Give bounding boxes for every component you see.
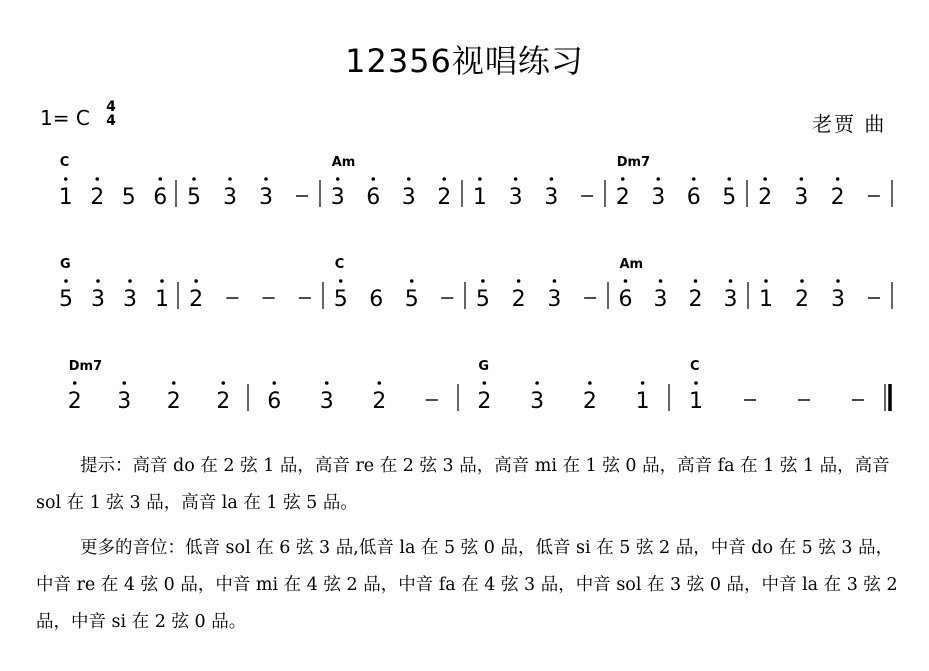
octave-dot xyxy=(727,177,731,181)
octave-dot xyxy=(371,177,375,181)
octave-dot xyxy=(836,279,840,283)
chord-symbol: G xyxy=(478,359,490,374)
octave-dot xyxy=(694,381,698,385)
note-digit: 1 xyxy=(58,185,73,210)
chord-symbol: C xyxy=(59,155,70,170)
octave-dot xyxy=(194,279,198,283)
octave-dot xyxy=(514,177,518,181)
octave-dot xyxy=(517,279,521,283)
note-digit: 1 xyxy=(759,287,773,312)
octave-dot xyxy=(836,177,840,181)
note-digit: 3 xyxy=(91,287,105,312)
tip-paragraph-2: 更多的音位：低音 sol 在 6 弦 3 品,低音 la 在 5 弦 0 品，低音 si 在 5 弦 2 品，中音 do 在 5 弦 3 品，中音 re 在 4 弦 0 品，中音 mi 在 4 弦 2 品，中音 fa 在 4 弦 3 品，中音 sol 在 3 弦 0 品，中音 la 在 3 弦 2 品，中音 si 在 2 弦 0 品。 xyxy=(36,538,898,632)
octave-dot xyxy=(172,381,176,385)
note-digit: 3 xyxy=(530,389,545,414)
chord-symbol: Am xyxy=(331,155,356,170)
note-digit: 3 xyxy=(123,287,137,312)
octave-dot xyxy=(694,279,698,283)
time-signature-bottom: 4 xyxy=(106,113,116,129)
note-digit: 2 xyxy=(511,287,526,312)
octave-dot xyxy=(550,177,554,181)
note-digit: 2 xyxy=(758,185,773,210)
note-digit: 5 xyxy=(475,287,490,312)
octave-dot xyxy=(763,177,767,181)
note-digit: 3 xyxy=(547,287,562,312)
octave-dot xyxy=(764,279,768,283)
note-digit: 2 xyxy=(477,389,492,414)
note-digit: 6 xyxy=(369,287,384,312)
note-digit: 3 xyxy=(544,185,559,210)
note-digit: 3 xyxy=(319,389,334,414)
octave-dot xyxy=(221,381,225,385)
note-digit: 1 xyxy=(155,287,169,312)
note-digit: 2 xyxy=(90,185,105,210)
octave-dot xyxy=(483,381,487,385)
octave-dot xyxy=(64,279,68,283)
note-digit: 3 xyxy=(401,185,416,210)
chord-symbol: C xyxy=(690,359,700,374)
octave-dot xyxy=(64,177,68,181)
note-digit: 3 xyxy=(330,185,345,210)
octave-dot xyxy=(336,177,340,181)
note-digit: 2 xyxy=(67,389,82,414)
note-digit: 2 xyxy=(582,389,597,414)
octave-dot xyxy=(641,381,645,385)
note-digit: 3 xyxy=(651,185,666,210)
note-digit: 2 xyxy=(372,389,387,414)
octave-dot xyxy=(621,177,625,181)
octave-dot xyxy=(800,279,804,283)
note-digit: 2 xyxy=(437,185,452,210)
note-digit: 3 xyxy=(508,185,523,210)
note-digit: 3 xyxy=(653,287,668,312)
chord-symbol: C xyxy=(334,257,345,272)
note-digit: 6 xyxy=(686,185,701,210)
note-digit: 3 xyxy=(794,185,809,210)
note-digit: 2 xyxy=(615,185,630,210)
note-digit: 2 xyxy=(795,287,809,312)
note-digit: 6 xyxy=(618,287,633,312)
octave-dot xyxy=(264,177,268,181)
note-digit: 6 xyxy=(153,185,168,210)
octave-dot xyxy=(192,177,196,181)
note-digit: 5 xyxy=(333,287,348,312)
note-digit: 2 xyxy=(166,389,181,414)
note-digit: 3 xyxy=(831,287,845,312)
octave-dot xyxy=(122,381,126,385)
note-digit: 6 xyxy=(366,185,381,210)
note-digit: 1 xyxy=(635,389,650,414)
note-digit: 2 xyxy=(830,185,845,210)
tips-section xyxy=(36,448,906,649)
chord-symbol: Dm7 xyxy=(68,359,103,374)
note-digit: 3 xyxy=(723,287,738,312)
note-digit: 2 xyxy=(688,287,703,312)
time-signature-top: 4 xyxy=(106,99,116,115)
note-digit: 2 xyxy=(216,389,231,414)
octave-dot xyxy=(535,381,539,385)
octave-dot xyxy=(325,381,329,385)
octave-dot xyxy=(377,381,381,385)
octave-dot xyxy=(481,279,485,283)
octave-dot xyxy=(228,177,232,181)
octave-dot xyxy=(659,279,663,283)
octave-dot xyxy=(478,177,482,181)
octave-dot xyxy=(96,279,100,283)
note-digit: 3 xyxy=(117,389,132,414)
note-digit: 5 xyxy=(121,185,136,210)
note-digit: 6 xyxy=(267,389,282,414)
octave-dot xyxy=(800,177,804,181)
octave-dot xyxy=(656,177,660,181)
octave-dot xyxy=(588,381,592,385)
octave-dot xyxy=(407,177,411,181)
note-digit: 1 xyxy=(689,389,703,414)
octave-dot xyxy=(158,177,162,181)
chord-symbol: G xyxy=(60,257,71,272)
octave-dot xyxy=(692,177,696,181)
note-digit: 2 xyxy=(189,287,204,312)
octave-dot xyxy=(95,177,99,181)
octave-dot xyxy=(624,279,628,283)
tip-paragraph-1: 提示：高音 do 在 2 弦 1 品，高音 re 在 2 弦 3 品，高音 mi 在 1 弦 0 品，高音 fa 在 1 弦 1 品，高音 sol 在 1 弦 3 品，高音 la 在 1 弦 5 品。 xyxy=(36,456,890,513)
chord-symbol: Dm7 xyxy=(616,155,651,170)
song-title: 12356视唱练习 xyxy=(345,42,584,80)
note-digit: 5 xyxy=(404,287,419,312)
octave-dot xyxy=(128,279,132,283)
note-digit: 1 xyxy=(472,185,487,210)
note-digit: 3 xyxy=(259,185,273,210)
octave-dot xyxy=(442,177,446,181)
octave-dot xyxy=(553,279,557,283)
octave-dot xyxy=(73,381,77,385)
octave-dot xyxy=(160,279,164,283)
note-digit: 5 xyxy=(187,185,201,210)
note-digit: 5 xyxy=(59,287,73,312)
note-digit: 3 xyxy=(223,185,237,210)
octave-dot xyxy=(410,279,414,283)
octave-dot xyxy=(729,279,733,283)
octave-dot xyxy=(339,279,343,283)
octave-dot xyxy=(272,381,276,385)
key-signature: 1= C xyxy=(40,106,90,130)
composer-credit: 老贾 曲 xyxy=(812,112,887,136)
note-digit: 5 xyxy=(722,185,737,210)
chord-symbol: Am xyxy=(619,257,644,272)
